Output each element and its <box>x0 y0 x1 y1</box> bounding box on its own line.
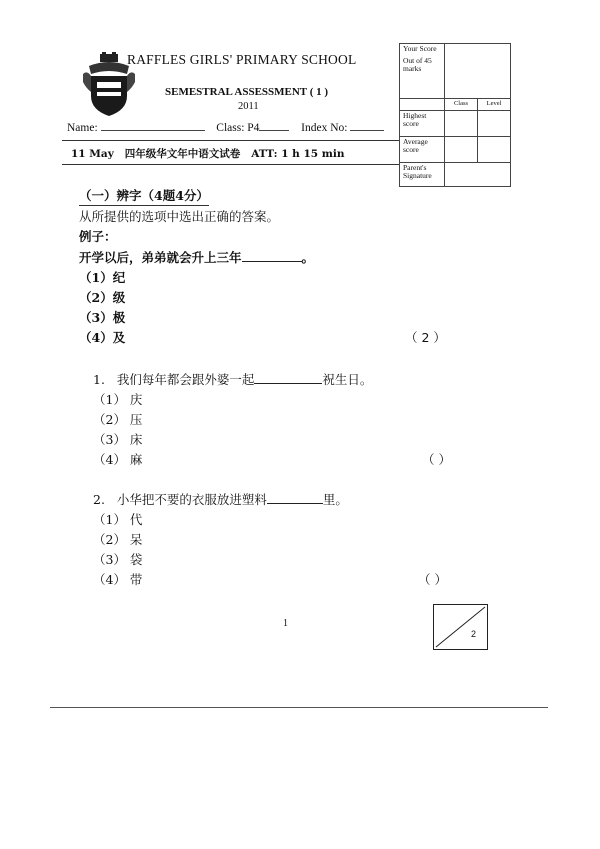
out-of-label: Out of 45 marks <box>403 56 432 73</box>
example-blank <box>242 253 302 262</box>
index-label: Index No: <box>301 122 348 134</box>
example-sentence-text: 开学以后，弟弟就会升上三年 <box>79 250 242 265</box>
index-field[interactable] <box>350 120 384 131</box>
example-label: 例子： <box>79 229 117 244</box>
class-column-header: Class <box>445 99 478 111</box>
option[interactable]: （4） 麻 <box>93 452 143 467</box>
example-sentence-end: 。 <box>301 250 315 265</box>
example-answer: （ 2 ） <box>405 330 446 345</box>
example-option: （4）及 <box>79 330 126 345</box>
question-number: 1. <box>93 372 105 387</box>
instruction-text: 从所提供的选项中选出正确的答案。 <box>79 209 280 224</box>
marks-box <box>433 604 488 650</box>
parent-signature-label: Parent's Signature <box>400 163 445 187</box>
option[interactable]: （2） 压 <box>93 412 143 427</box>
marks-total: 2 <box>471 629 477 639</box>
question-number: 2. <box>93 492 105 507</box>
header-rule-top <box>62 140 400 141</box>
answer-bracket[interactable]: （ ） <box>422 452 451 467</box>
your-score-label: Your Score <box>403 44 437 53</box>
blank-header-cell <box>400 99 445 111</box>
question-1 <box>93 370 372 388</box>
paper-info-line <box>71 146 344 161</box>
class-label: Class: P4 <box>216 122 260 134</box>
average-class-cell <box>445 137 478 163</box>
name-field[interactable] <box>101 120 205 131</box>
option[interactable]: （3） 袋 <box>93 552 143 567</box>
class-field[interactable] <box>259 120 289 131</box>
average-score-label: Average score <box>400 137 445 163</box>
page-number: 1 <box>283 618 288 629</box>
score-table <box>399 43 511 187</box>
question-text: 小华把不要的衣服放进塑料 <box>116 492 267 507</box>
exam-duration: ATT: 1 h 15 min <box>251 148 345 160</box>
option[interactable]: （3） 床 <box>93 432 143 447</box>
diagonal-line <box>434 605 487 649</box>
question-text-end: 祝生日。 <box>322 372 373 387</box>
student-info-line <box>67 120 397 134</box>
name-label: Name: <box>67 122 98 134</box>
option[interactable]: （2） 呆 <box>93 532 143 547</box>
example-option: （1）纪 <box>79 270 126 285</box>
your-score-value[interactable] <box>445 44 511 99</box>
example-option: （3）极 <box>79 310 126 325</box>
question-text: 我们每年都会跟外婆一起 <box>116 372 255 387</box>
assessment-year: 2011 <box>238 101 259 112</box>
parent-signature-field[interactable] <box>445 163 511 187</box>
page-bottom-rule <box>50 707 548 708</box>
highest-score-label: Highest score <box>400 111 445 137</box>
option[interactable]: （4） 带 <box>93 572 143 587</box>
level-column-header: Level <box>478 99 511 111</box>
highest-level-cell <box>478 111 511 137</box>
assessment-title: SEMESTRAL ASSESSMENT ( 1 ) <box>165 86 329 98</box>
example-sentence <box>79 248 314 266</box>
example-option: （2）级 <box>79 290 126 305</box>
exam-date: 11 May <box>71 148 114 160</box>
highest-class-cell <box>445 111 478 137</box>
paper-title: 四年级华文年中语文试卷 <box>124 148 241 160</box>
answer-bracket[interactable]: （ ） <box>418 572 447 587</box>
option[interactable]: （1） 庆 <box>93 392 143 407</box>
average-level-cell <box>478 137 511 163</box>
school-name: RAFFLES GIRLS' PRIMARY SCHOOL <box>127 52 357 67</box>
answer-blank[interactable] <box>267 495 323 504</box>
answer-blank[interactable] <box>254 375 322 384</box>
header-rule-bottom <box>62 164 400 165</box>
your-score-cell <box>400 44 445 99</box>
option[interactable]: （1） 代 <box>93 512 143 527</box>
question-text-end: 里。 <box>322 492 348 507</box>
section-title: （一）辨字（4题4分） <box>79 186 209 206</box>
question-2 <box>93 490 348 508</box>
